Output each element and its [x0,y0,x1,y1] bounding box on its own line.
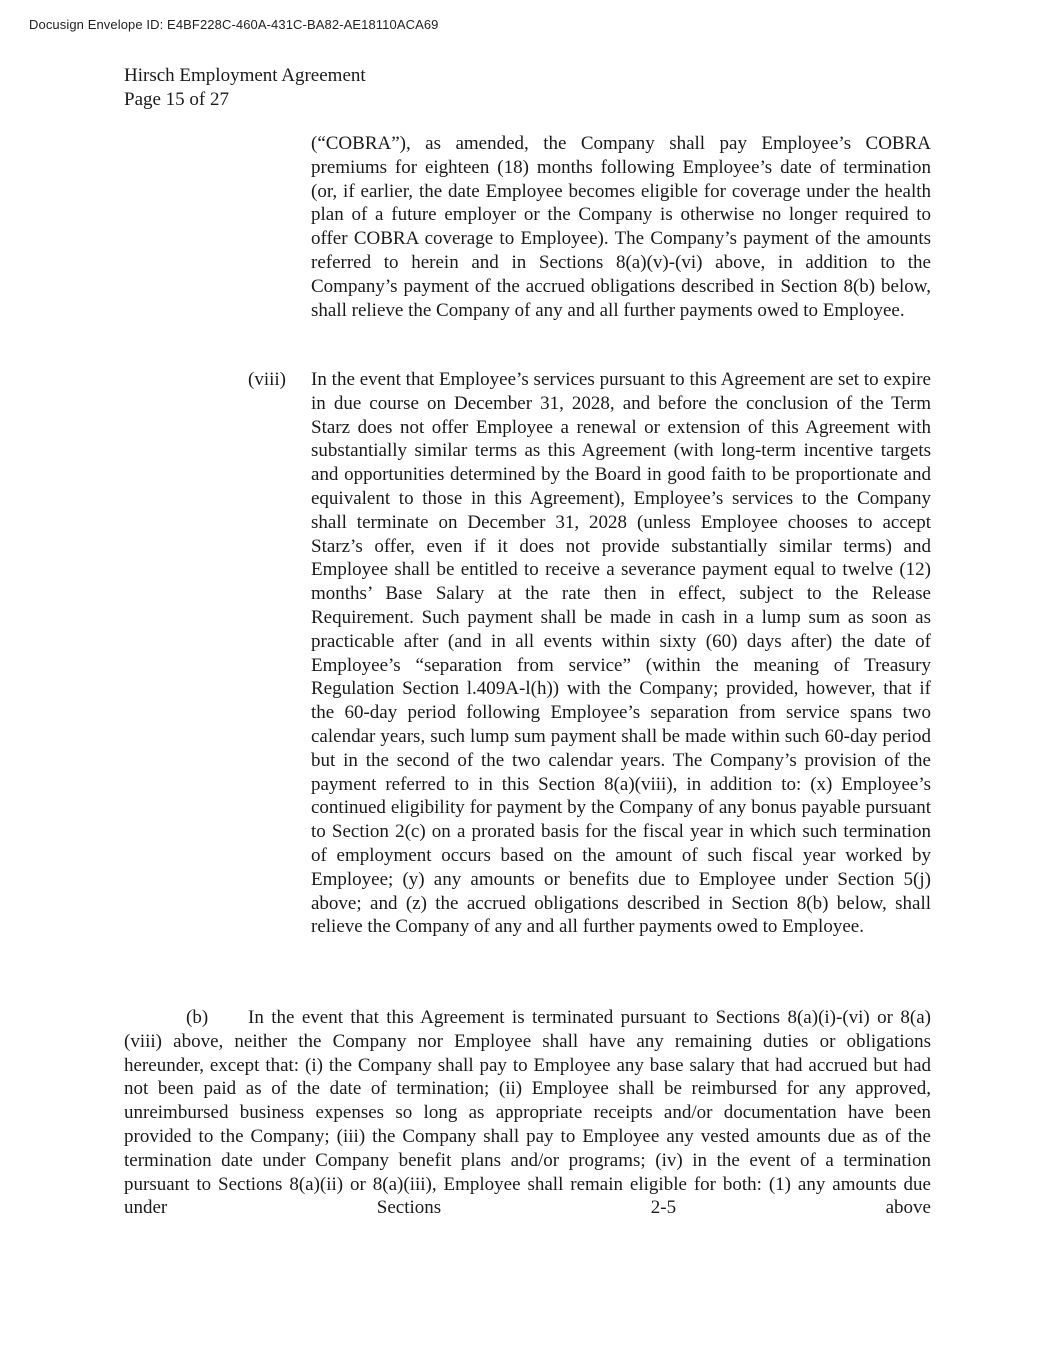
subsection-viii-text: In the event that Employee’s services pursuant to this Agreement are set to expire in due course on December 31, 2028, and before the conclusion of the Term Starz does not offer Employee a renewal or extension of this Agreement with substantially similar terms as this Agreement (with long-term incentive targets and opportunities determined by the Board in good faith to be proportionate and equivalent to those in this Agreement), Employee’s services to the Company shall terminate on December 31, 2028 (unless Employee chooses to accept Starz’s offer, even if it does not provide substantially similar terms) and Employee shall be entitled to receive a severance payment equal to twelve (12) months’ Base Salary at the rate then in effect, subject to the Release Requirement. Such payment shall be made in cash in a lump sum as soon as practicable after (and in all events within sixty (60) days after) the date of Employee’s “separation from service” (within the meaning of Treasury Regulation Section l.409A-l(h)) with the Company; provided, however, that if the 60-day period following Employee’s separation from service spans two calendar years, such lump sum payment shall be made within such 60-day period but in the second of the two calendar years. The Company’s provision of the payment referred to in this Section 8(a)(viii), in addition to: (x) Employee’s continued eligibility for payment by the Company of any bonus payable pursuant to Section 2(c) on a prorated basis for the fiscal year in which such termination of employment occurs based on the amount of such fiscal year worked by Employee; (y) any amounts or benefits due to Employee under Section 5(j) above; and (z) the accrued obligations described in Section 8(b) below, shall relieve the Company of any and all further payments owed to Employee. [311,369,931,938]
continued-paragraph: (“COBRA”), as amended, the Company shall pay Employee’s COBRA premiums for eighteen (18) months following Employee’s date of termination (or, if earlier, the date Employee becomes eligible for coverage under the health plan of a future employer or the Company is otherwise no longer required to offer COBRA coverage to Employee). The Company’s payment of the amounts referred to herein and in Sections 8(a)(v)-(vi) above, in addition to the Company’s payment of the accrued obligations described in Section 8(b) below, shall relieve the Company of any and all further payments owed to Employee. [311,133,931,321]
subsection-viii-label: (viii) [248,369,286,390]
paragraph-b-label: (b) [186,1007,209,1028]
page-number: Page 15 of 27 [124,89,230,110]
document-title: Hirsch Employment Agreement [124,65,366,86]
paragraph-b-text: In the event that this Agreement is terminated pursuant to Sections 8(a)(i)-(vi) or 8(a)(viii) above, neither the Company nor Employee shall have any remaining duties or obligations hereunder, except that: (i) the Company shall pay to Employee any base salary that had accrued but had not been paid as of the date of termination; (ii) Employee shall be reimbursed for any approved, unreimbursed business expenses so long as appropriate receipts and/or documentation have been provided to the Company; (iii) the Company shall pay to Employee any vested amounts due as of the termination date under Company benefit plans and/or programs; (iv) in the event of a termination pursuant to Sections 8(a)(ii) or 8(a)(iii), Employee shall remain eligible for both: (1) any amounts due under Sections 2-5 above [124,1007,931,1219]
paragraph-b [124,1006,931,1220]
docusign-envelope-id: Docusign Envelope ID: E4BF228C-460A-431C-BA82-AE18110ACA69 [29,17,439,32]
page-header [124,64,366,112]
